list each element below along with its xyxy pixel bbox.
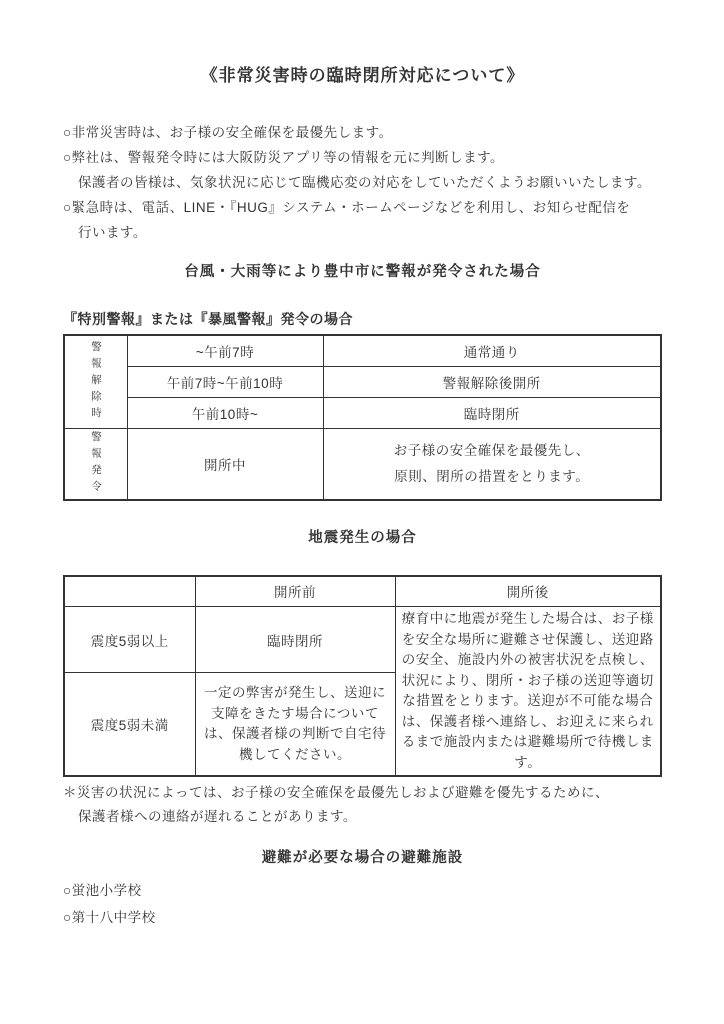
- intro-line: ○緊急時は、電話、LINE・『HUG』システム・ホームページなどを利用し、お知らせ配信を: [63, 200, 631, 215]
- intro-line: 行います。: [78, 225, 147, 240]
- header-cell-before-opening: 開所前: [195, 576, 395, 607]
- time-cell: 午前10時~: [127, 397, 323, 428]
- table-header-row: [64, 576, 661, 607]
- response-line: 原則、閉所の措置をとります。: [394, 468, 590, 484]
- table-row: [64, 366, 661, 397]
- intro-block: [63, 120, 662, 245]
- vertical-label: 警報発令: [90, 430, 102, 497]
- list-item-shelter: ○蛍池小学校: [63, 883, 142, 898]
- before-opening-cell: 一定の弊害が発生し、送迎に支障をきたす場合については、保護者様の判断で自宅待機してください。: [195, 673, 395, 776]
- after-opening-merged-cell: 療育中に地震が発生した場合は、お子様を安全な場所に避難させ保護し、送迎路の安全、施設内外の被害状況を点検し、状況により、閉所・お子様の送迎等適切な措置をとります。送迎が不可能な場合は、保護者様へ連絡し、お迎えに来られるまで施設内または避難場所で待機します。: [395, 607, 661, 777]
- condition-cell: 震度5弱未満: [64, 673, 195, 776]
- intro-line: ○非常災害時は、お子様の安全確保を最優先します。: [63, 125, 393, 140]
- before-opening-cell: 臨時閉所: [195, 607, 395, 673]
- response-cell: 臨時閉所: [323, 397, 661, 428]
- list-item-shelter: ○第十八中学校: [63, 910, 156, 925]
- table-row: [64, 397, 661, 428]
- row-group-label-warning-lifted: [64, 335, 127, 428]
- row-group-label-warning-issued: [64, 428, 127, 500]
- earthquake-response-table: [63, 575, 662, 778]
- note-line: 保護者様への連絡が遅れることがあります。: [78, 809, 357, 824]
- intro-line: ○弊社は、警報発令時には大阪防災アプリ等の情報を元に判断します。: [63, 150, 505, 165]
- table-row: [64, 607, 661, 673]
- time-cell: ~午前7時: [127, 335, 323, 366]
- disaster-note: [63, 781, 662, 829]
- header-cell-empty: [64, 576, 195, 607]
- condition-cell: 震度5弱以上: [64, 607, 195, 673]
- response-cell: 通常通り: [323, 335, 661, 366]
- vertical-label: 警報解除時: [90, 340, 102, 423]
- response-cell: 警報解除後開所: [323, 366, 661, 397]
- header-cell-after-opening: 開所後: [395, 576, 661, 607]
- page-title: 《非常災害時の臨時閉所対応について》: [200, 66, 525, 85]
- note-line: ＊災害の状況によっては、お子様の安全確保を最優先しおよび避難を優先するために、: [63, 785, 609, 800]
- shelter-list: [63, 877, 662, 931]
- section-heading-earthquake: 地震発生の場合: [308, 529, 417, 546]
- response-line: お子様の安全確保を最優先し、: [393, 442, 590, 458]
- intro-line: 保護者の皆様は、気象状況に応じて臨機応変の対応をしていただくようお願いいたします。: [78, 175, 651, 190]
- section-heading-shelter: 避難が必要な場合の避難施設: [261, 850, 464, 866]
- table-row: [64, 428, 661, 500]
- sub-heading-special-warning: 『特別警報』または『暴風警報』発令の場合: [63, 311, 353, 327]
- table-row: [64, 335, 661, 366]
- time-cell: 開所中: [127, 428, 323, 500]
- section-heading-typhoon: 台風・大雨等により豊中市に警報が発令された場合: [184, 264, 541, 280]
- response-cell: [323, 428, 661, 500]
- time-cell: 午前7時~午前10時: [127, 366, 323, 397]
- typhoon-warning-table: [63, 334, 662, 501]
